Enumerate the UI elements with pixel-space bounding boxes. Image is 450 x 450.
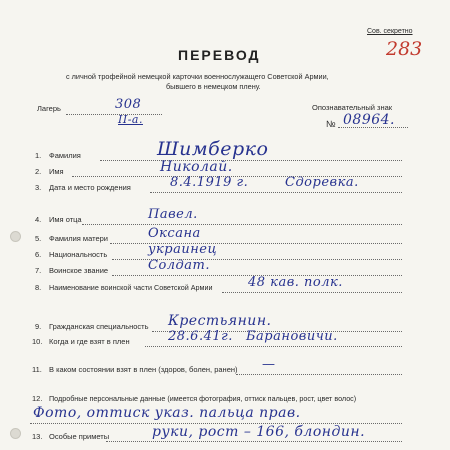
field-2-num: 2.	[35, 167, 42, 176]
field-12-label: Подробные персональные данные (имеется фотография, оттиск пальцев, рост, цвет волос)	[49, 394, 357, 403]
field-4-value: Павел.	[148, 207, 198, 222]
field-7-value: Солдат.	[148, 258, 210, 273]
document-subtitle-1: с личной трофейной немецкой карточки военнослужащего Советской Армии,	[66, 72, 329, 81]
field-9-label: Гражданская специальность	[49, 322, 149, 331]
field-1-value: Шимберко	[157, 138, 269, 160]
field-2-value: Николай.	[160, 159, 233, 175]
field-4-num: 4.	[35, 215, 42, 224]
field-1-label: Фамилия	[49, 151, 81, 160]
field-13-label: Особые приметы	[49, 432, 110, 441]
tag-label: Опознавательный знак	[312, 103, 393, 112]
field-9-value: Крестьянин.	[168, 313, 272, 329]
field-5-value: Оксана	[148, 226, 201, 241]
classification-label: Сов. секретно	[367, 28, 413, 35]
document-subtitle-2: бывшего в немецком плену.	[166, 82, 261, 91]
tag-value: 08964.	[343, 112, 395, 128]
field-6-num: 6.	[35, 250, 42, 259]
field-1-num: 1.	[35, 151, 42, 160]
file-number: 283	[386, 38, 423, 60]
field-3-date: 8.4.1919 г.	[170, 175, 249, 190]
field-10-label: Когда и где взят в плен	[49, 337, 130, 346]
camp-label: Лагерь	[37, 104, 61, 113]
field-7-num: 7.	[35, 266, 42, 275]
field-6-value: украинец	[148, 242, 218, 257]
field-8-label: Наименование воинской части Советской Армии	[49, 283, 213, 292]
field-4-label: Имя отца	[49, 215, 82, 224]
camp-sub-value: II-а.	[118, 113, 143, 126]
field-13-value: руки, рост – 166, блондин.	[152, 424, 366, 440]
field-3-place: Сдоревка.	[285, 175, 359, 190]
field-11-value: —	[262, 357, 276, 372]
field-7-label: Воинское звание	[49, 266, 109, 275]
field-6-label: Национальность	[49, 250, 108, 259]
field-8-value: 48 кав. полк.	[248, 275, 343, 290]
camp-value: 308	[115, 97, 142, 112]
field-5-num: 5.	[35, 234, 42, 243]
field-10-num: 10.	[32, 337, 43, 346]
field-13-num: 13.	[32, 432, 43, 441]
field-11-label: В каком состоянии взят в плен (здоров, болен, ранен)	[49, 365, 238, 374]
field-12-num: 12.	[32, 394, 43, 403]
field-8-num: 8.	[35, 283, 42, 292]
punch-hole-bottom	[10, 428, 21, 439]
field-12-value: Фото, оттиск указ. пальца прав.	[33, 405, 301, 421]
field-3-label: Дата и место рождения	[49, 183, 131, 192]
field-10-place: Барановичи.	[246, 329, 338, 344]
tag-number-label: №	[326, 119, 336, 129]
field-2-label: Имя	[49, 167, 64, 176]
punch-hole-top	[10, 231, 21, 242]
document-title: ПЕРЕВОД	[178, 47, 261, 63]
field-9-num: 9.	[35, 322, 42, 331]
field-5-label: Фамилия матери	[49, 234, 108, 243]
field-10-date: 28.6.41г.	[168, 329, 233, 344]
field-11-num: 11.	[32, 365, 42, 374]
field-3-num: 3.	[35, 183, 42, 192]
